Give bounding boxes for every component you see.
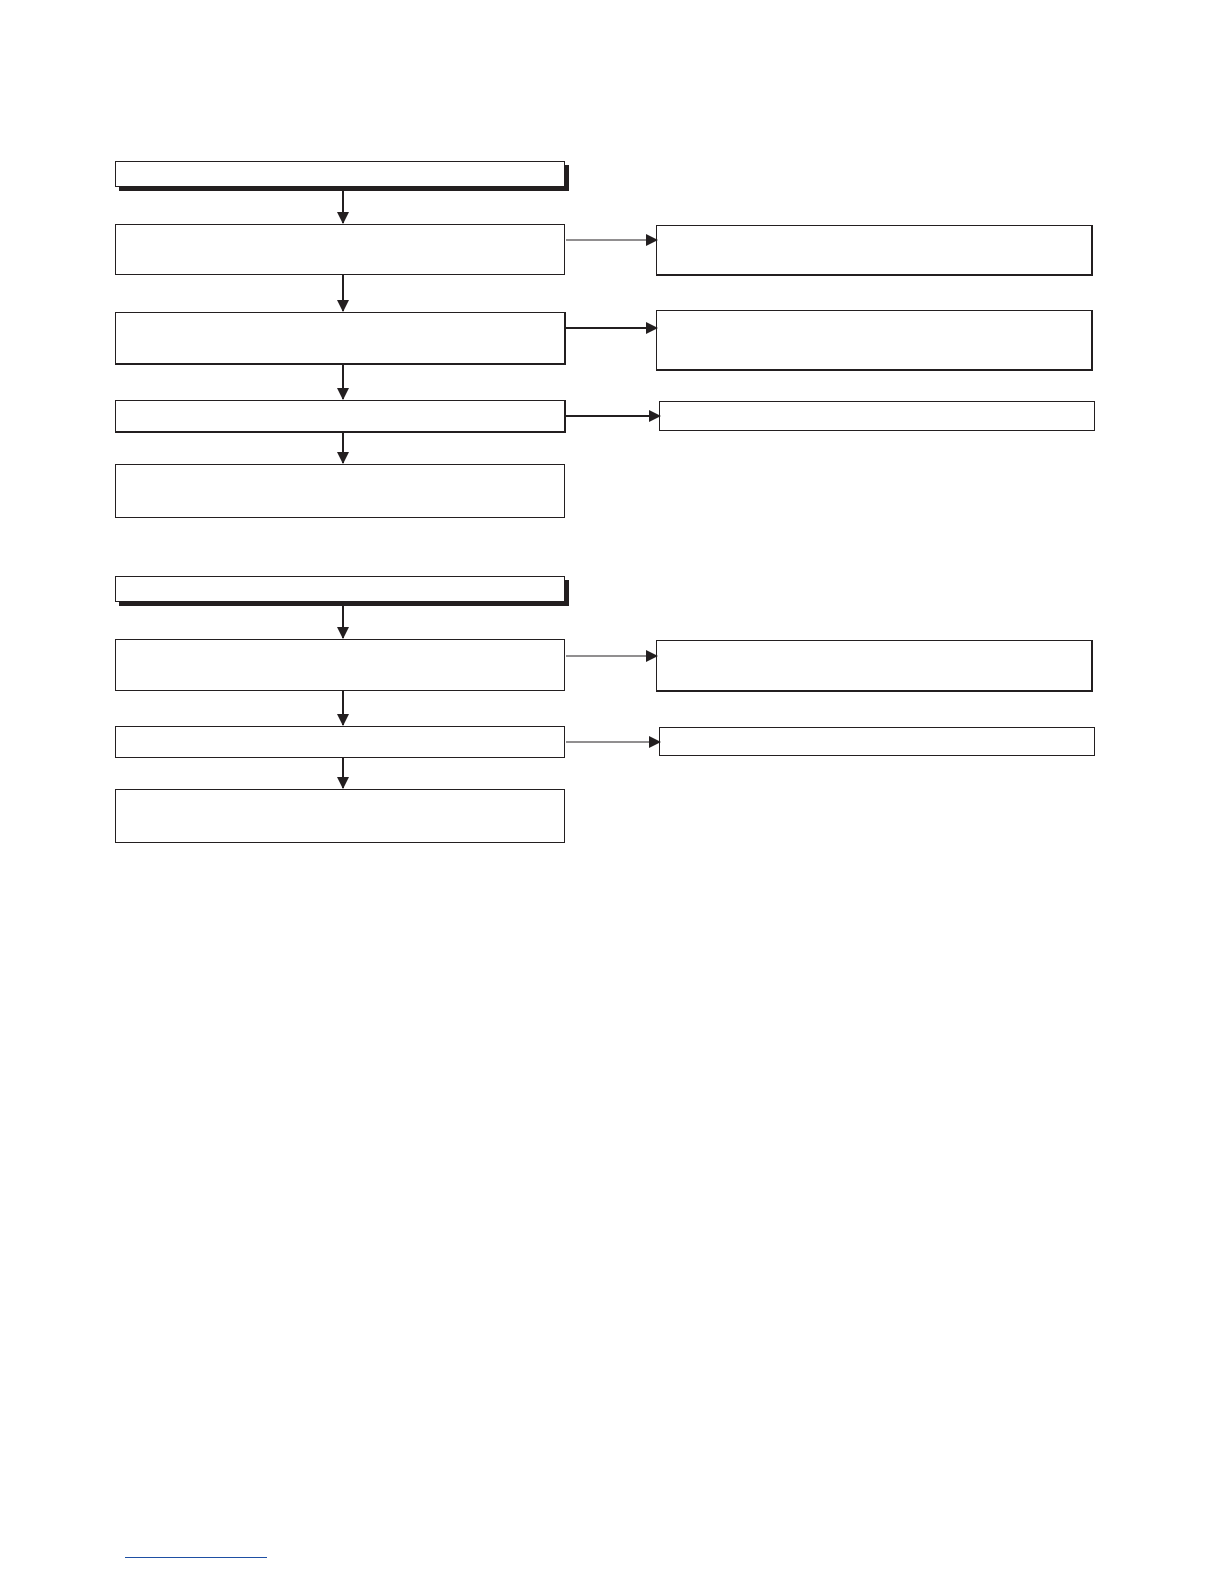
footer-link-underline[interactable] — [125, 1557, 267, 1558]
